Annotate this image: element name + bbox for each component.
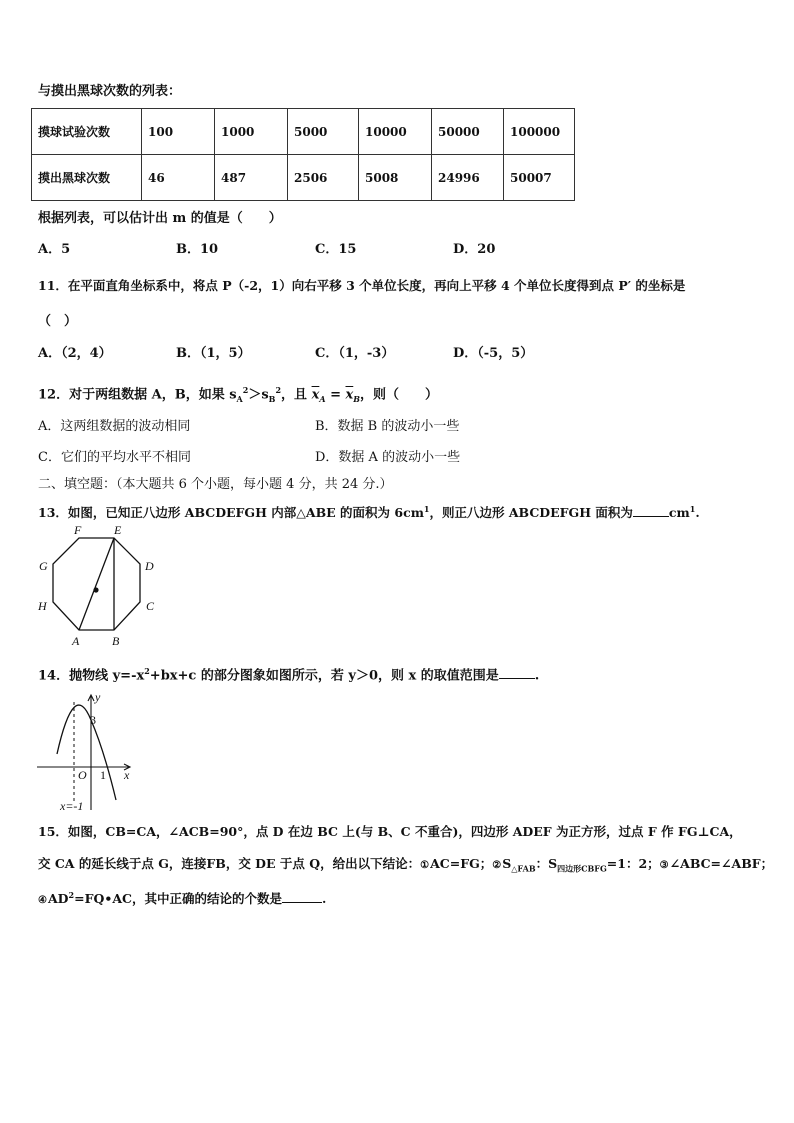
conclusion-2-sub2: 四边形CBFG xyxy=(557,863,607,874)
octagon-figure xyxy=(34,522,164,650)
conclusion-2-end: =1：2； xyxy=(606,856,660,871)
table-cell: 50007 xyxy=(504,155,575,201)
q13-stem-a: 13．如图，已知正八边形 ABCDEFGH 内部△ABE 的面积为 6cm xyxy=(38,505,424,521)
label-y: y xyxy=(95,690,101,704)
q11-paren: （ ） xyxy=(38,314,78,329)
conclusion-2-mid: ：S xyxy=(535,856,558,871)
q15-line1: 15．如图，CB=CA，∠ACB=90°，点 D 在边 BC 上(与 B、C 不重合)，四边形 ADEF 为正方形，过点 F 作 FG⊥CA， xyxy=(38,824,742,839)
table-cell: 1000 xyxy=(215,109,288,155)
table-cell: 50000 xyxy=(432,109,504,155)
q11-option-c: C．（1，-3） xyxy=(315,346,395,361)
table-cell: 5000 xyxy=(288,109,359,155)
table-cell: 摸球试验次数 xyxy=(32,109,142,155)
table-cell: 摸出黑球次数 xyxy=(32,155,142,201)
label-d: D xyxy=(145,559,154,573)
label-b: B xyxy=(112,634,120,648)
conclusion-3-mark: ③ xyxy=(659,860,669,871)
q10-option-d: D．20 xyxy=(453,242,496,257)
conclusion-1-mark: ① xyxy=(420,860,430,871)
q14-stem xyxy=(38,662,539,685)
q15-end: . xyxy=(321,891,327,907)
q11-stem: 11．在平面直角坐标系中，将点 P（-2，1）向右平移 3 个单位长度，再向上平移 4 个单位长度得到点 P′ 的坐标是 xyxy=(38,278,686,293)
conclusion-4-b: =FQ•AC，其中正确的结论的个数是 xyxy=(74,891,282,907)
q12-gt: ＞s xyxy=(248,387,269,403)
answer-blank[interactable] xyxy=(499,678,535,679)
q15-line2-text: 交 CA 的延长线于点 G，连接FB，交 DE 于点 Q，给出以下结论： xyxy=(38,856,421,871)
table-row xyxy=(32,109,575,155)
q12-xb: $\overline{x}$ xyxy=(345,387,354,403)
label-h: H xyxy=(38,599,47,613)
intro-text: 与摸出黑球次数的列表： xyxy=(38,84,182,99)
q13-sup: 1 xyxy=(423,504,430,514)
table-cell: 100000 xyxy=(504,109,575,155)
conclusion-4-a: AD xyxy=(47,891,69,907)
q13-unit: cm xyxy=(668,505,690,521)
label-e: E xyxy=(114,523,122,537)
label-three: 3 xyxy=(90,713,96,727)
section-heading: 二、填空题：（本大题共 6 个小题，每小题 4 分，共 24 分.） xyxy=(38,477,393,492)
q12-stem xyxy=(38,381,438,408)
q10-option-a: A．5 xyxy=(38,242,71,257)
q12-option-c: C．它们的平均水平不相同 xyxy=(38,450,191,465)
table-cell: 487 xyxy=(215,155,288,201)
q15-line3 xyxy=(38,886,326,908)
table-cell: 5008 xyxy=(359,155,432,201)
q12-sq-b: 2 xyxy=(275,385,282,395)
experiment-table xyxy=(31,108,575,201)
label-f: F xyxy=(74,523,82,537)
q11-option-a: A．（2，4） xyxy=(38,346,112,361)
label-g: G xyxy=(39,559,48,573)
q14-sup: 2 xyxy=(144,666,150,676)
conclusion-2-mark: ② xyxy=(492,860,502,871)
q14-stem-b: +bx+c 的部分图象如图所示，若 y＞0，则 x 的取值范围是 xyxy=(149,668,499,684)
q12-xb-sub: B xyxy=(353,393,361,404)
table-cell: 24996 xyxy=(432,155,504,201)
q11-option-d: D．（-5，5） xyxy=(453,346,534,361)
label-symmetry: x=-1 xyxy=(60,799,84,813)
table-row xyxy=(32,155,575,201)
q10-option-b: B．10 xyxy=(176,242,219,257)
answer-blank[interactable] xyxy=(282,902,322,903)
q11-option-b: B．（1，5） xyxy=(176,346,251,361)
q12-option-a: A．这两组数据的波动相同 xyxy=(38,419,191,434)
q12-sub-b: B xyxy=(268,393,276,404)
q12-xa-sub: A xyxy=(319,393,326,404)
q12-sq-a: 2 xyxy=(242,385,249,395)
segment-ae xyxy=(79,538,114,630)
q12-end: ，则（ ） xyxy=(360,387,439,403)
table-cell: 100 xyxy=(142,109,215,155)
q10-stem: 根据列表，可以估计出 m 的值是（ ） xyxy=(38,211,282,226)
conclusion-2-sub1: △FAB xyxy=(511,863,536,874)
center-point xyxy=(93,587,98,592)
conclusion-4-sup: 2 xyxy=(68,890,75,900)
conclusion-3: ∠ABC=∠ABF； xyxy=(669,856,774,871)
q13-end: . xyxy=(695,505,700,521)
q12-stem-text: 12．对于两组数据 A，B，如果 s xyxy=(38,387,237,403)
q13-stem xyxy=(38,500,700,522)
label-one: 1 xyxy=(100,768,106,782)
table-cell: 46 xyxy=(142,155,215,201)
q12-sub-a: A xyxy=(236,393,243,404)
parabola-figure xyxy=(34,690,144,814)
q10-option-c: C．15 xyxy=(315,242,357,257)
conclusion-4-mark: ④ xyxy=(38,895,47,907)
label-a: A xyxy=(72,634,80,648)
table-cell: 2506 xyxy=(288,155,359,201)
q14-stem-a: 14．抛物线 y=-x xyxy=(38,668,145,684)
q13-unit-sup: 1 xyxy=(689,504,696,514)
q12-option-b: B．数据 B 的波动小一些 xyxy=(315,419,460,434)
q12-mid: ，且 xyxy=(281,387,308,403)
q13-stem-b: ，则正八边形 ABCDEFGH 面积为 xyxy=(429,505,633,521)
q12-xa: $\overline{x}$ xyxy=(311,387,320,403)
q12-eq: = xyxy=(325,387,346,403)
label-origin: O xyxy=(78,768,87,782)
conclusion-2-s: S xyxy=(502,856,512,871)
q14-end: . xyxy=(534,668,540,684)
table-cell: 10000 xyxy=(359,109,432,155)
label-c: C xyxy=(146,599,155,613)
answer-blank[interactable] xyxy=(633,516,669,517)
label-x: x xyxy=(124,768,130,782)
q15-line2 xyxy=(38,855,773,878)
conclusion-1: AC=FG； xyxy=(430,856,493,871)
q12-option-d: D．数据 A 的波动小一些 xyxy=(315,450,461,465)
parabola-curve xyxy=(57,705,116,800)
